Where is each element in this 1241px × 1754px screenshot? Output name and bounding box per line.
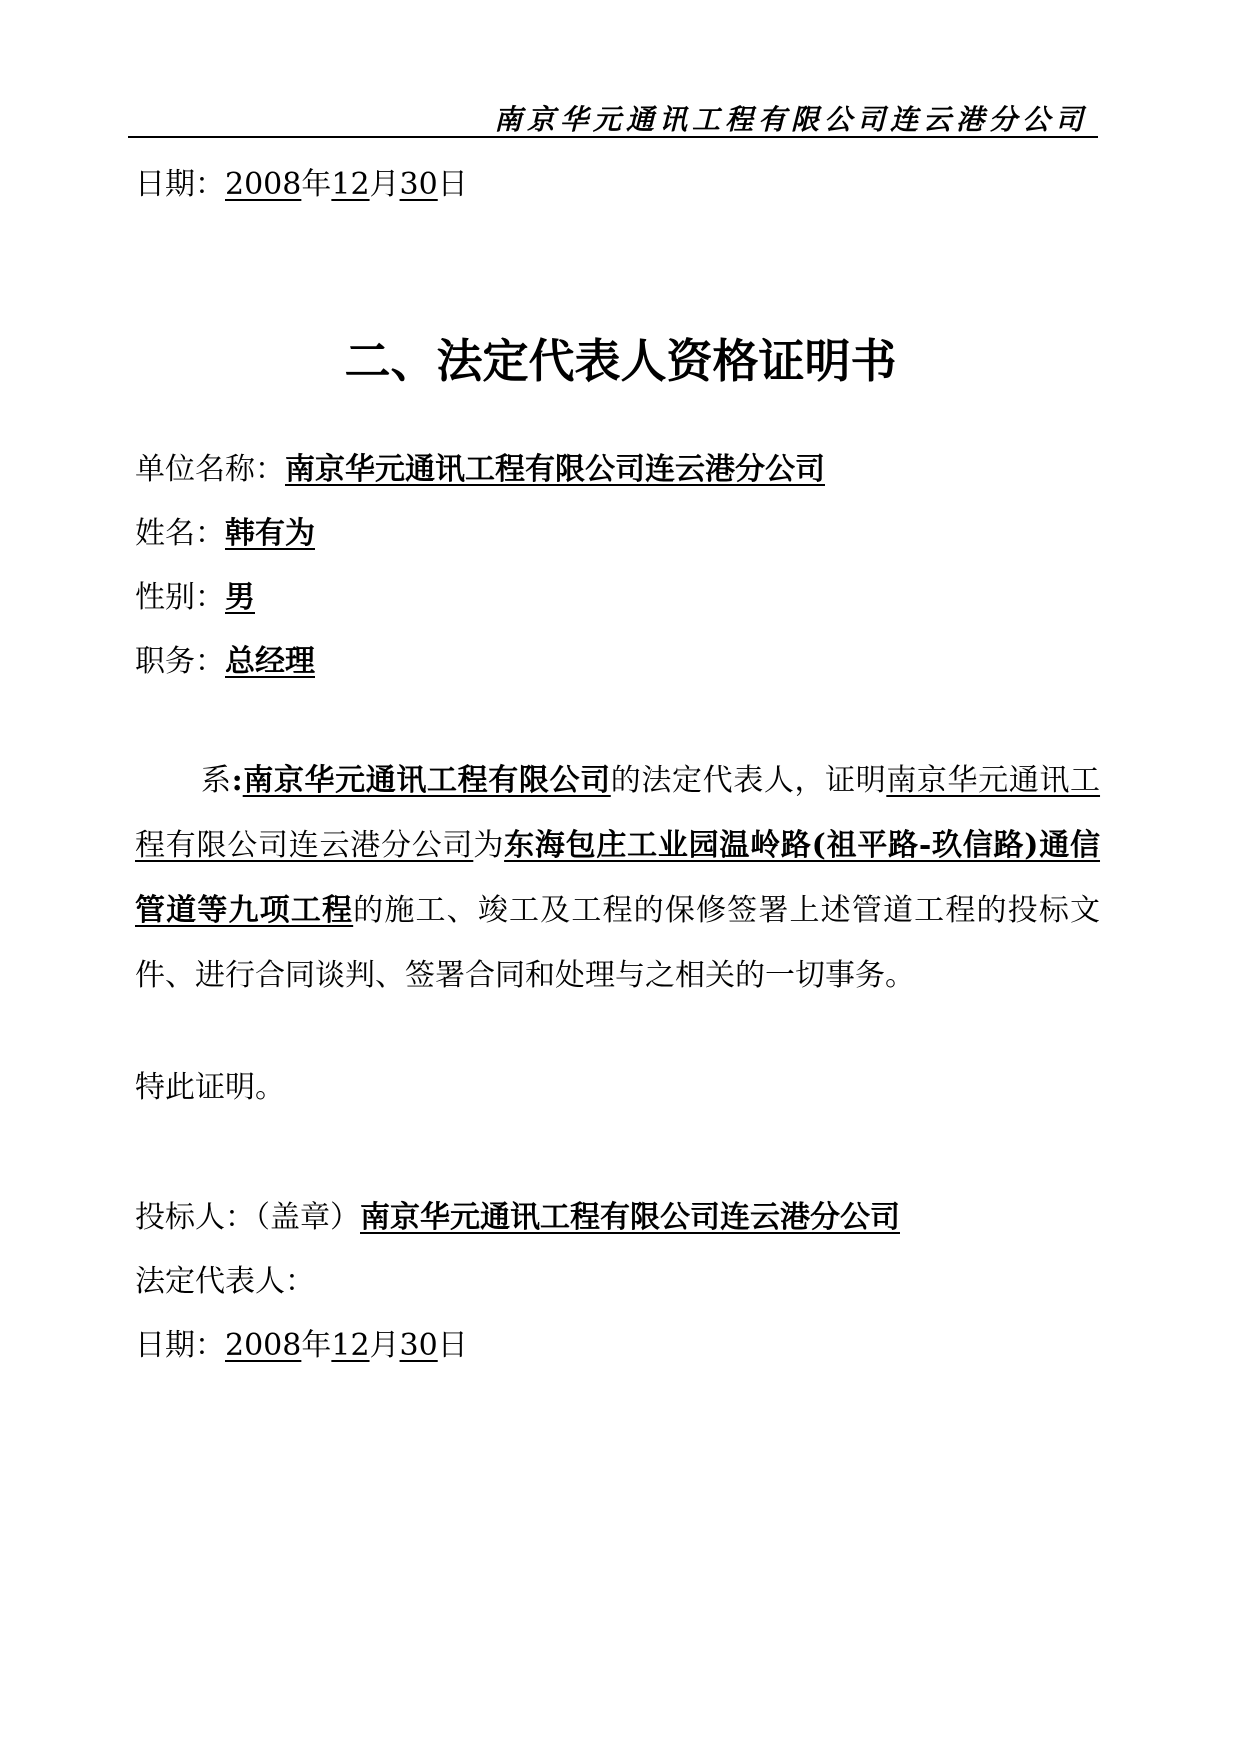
body-branch: 南京华元通讯工程有限公司连云港分公司: [135, 763, 1101, 863]
position-label: 职务：: [135, 644, 225, 679]
date-month: 12: [331, 167, 370, 202]
field-unit: [135, 452, 825, 487]
position-value: 总经理: [225, 644, 315, 679]
body-p8: 的施工、竣工及工程的保修签署上述管道工程的投标文件、进行合同谈判、签署合同和处理与之相关的一切事务。: [135, 893, 1101, 993]
body-p2: :: [231, 763, 243, 798]
bidder-label: 投标人：（盖章）: [135, 1200, 360, 1235]
page-title: 二、法定代表人资格证明书: [344, 334, 897, 388]
unit-label: 单位名称：: [135, 452, 285, 487]
date-day: 30: [399, 1328, 438, 1363]
body-project: 东海包庄工业园温岭路(祖平路-玖信路)通信管道等九项工程: [135, 828, 1101, 928]
body-paragraph: [135, 748, 1100, 1008]
date-month-unit: 月: [369, 167, 400, 202]
name-value: 韩有为: [225, 516, 315, 551]
date-day-unit: 日: [437, 1328, 468, 1363]
body-p4: 的法定代表人，证明: [610, 763, 887, 798]
date-label: 日期：: [135, 1328, 225, 1363]
date-month: 12: [331, 1328, 370, 1363]
page-header: [128, 88, 1098, 138]
name-label: 姓名：: [135, 516, 225, 551]
signature-rep: 法定代表人：: [135, 1264, 315, 1299]
date-year: 2008: [225, 167, 302, 202]
top-date: [135, 167, 468, 202]
field-name: [135, 516, 315, 551]
signature-bidder: [135, 1200, 900, 1235]
date-month-unit: 月: [369, 1328, 400, 1363]
body-p6: 为: [473, 828, 505, 863]
date-year-unit: 年: [301, 167, 332, 202]
unit-value: 南京华元通讯工程有限公司连云港分公司: [285, 452, 825, 487]
closing: 特此证明。: [135, 1070, 285, 1105]
bottom-date: [135, 1328, 468, 1363]
body-company: 南京华元通讯工程有限公司: [242, 763, 611, 798]
field-position: [135, 644, 315, 679]
date-day: 30: [399, 167, 438, 202]
gender-label: 性别：: [135, 580, 225, 615]
gender-value: 男: [225, 580, 255, 615]
field-gender: [135, 580, 255, 615]
bidder-value: 南京华元通讯工程有限公司连云港分公司: [360, 1200, 900, 1235]
date-year-unit: 年: [301, 1328, 332, 1363]
header-company: 南京华元通讯工程有限公司连云港分公司: [493, 103, 1088, 136]
body-p1: 系: [201, 763, 232, 798]
date-year: 2008: [225, 1328, 302, 1363]
date-label: 日期：: [135, 167, 225, 202]
date-day-unit: 日: [437, 167, 468, 202]
